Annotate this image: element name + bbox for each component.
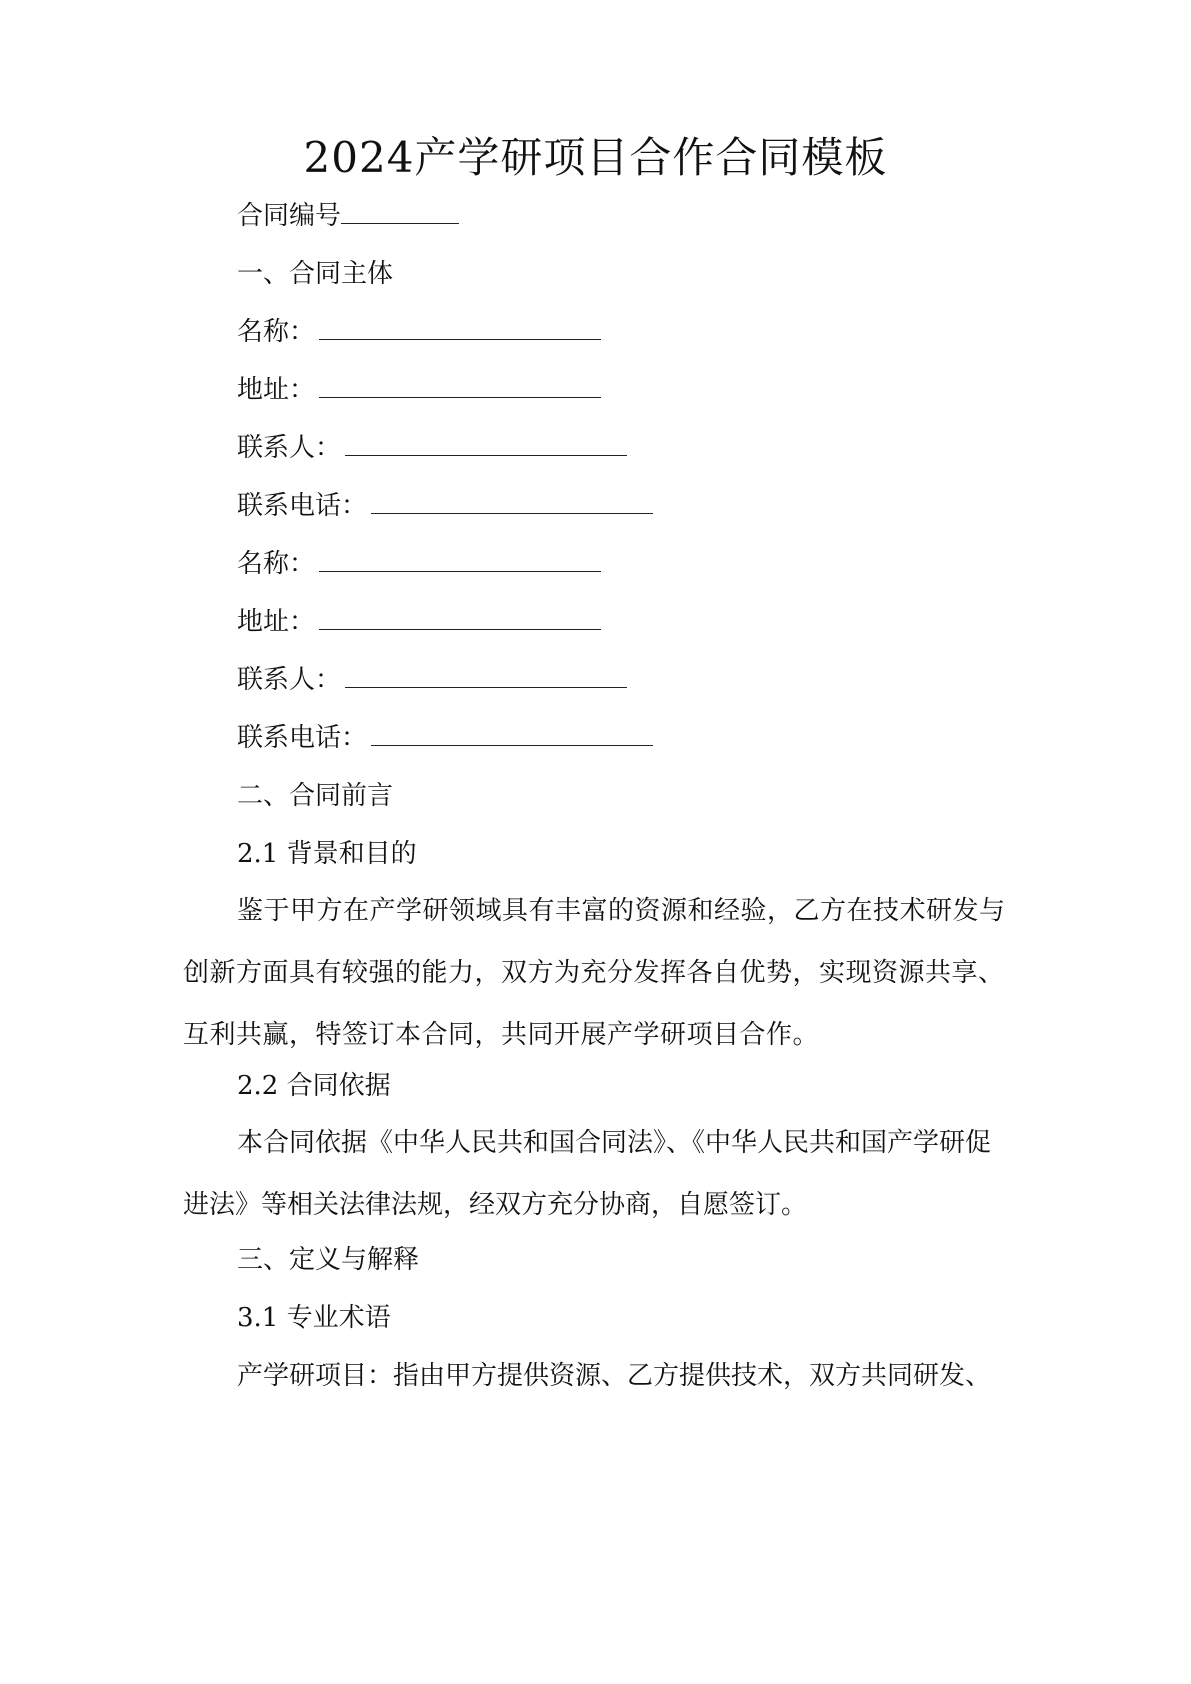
section-1-heading: 一、合同主体 bbox=[237, 259, 394, 289]
section-2-2-text: 本合同依据《中华人民共和国合同法》、《中华人民共和国产学研促进法》等相关法律法规，经双方充分协商，自愿签订。 bbox=[183, 1128, 992, 1220]
party-b-name-blank bbox=[319, 547, 601, 572]
document-title: 2024产学研项目合作合同模板 bbox=[303, 133, 888, 182]
contract-number-blank bbox=[341, 199, 459, 224]
section-3-1-heading: 3.1 专业术语 bbox=[237, 1303, 391, 1333]
section-3-heading: 三、定义与解释 bbox=[237, 1245, 420, 1275]
party-a-phone-blank bbox=[371, 489, 653, 514]
party-a-phone-line bbox=[237, 488, 653, 524]
party-b-phone-line bbox=[237, 720, 653, 756]
party-b-address-label: 地址： bbox=[237, 607, 316, 637]
section-2-2-paragraph bbox=[183, 1112, 1011, 1236]
contract-number-label: 合同编号 bbox=[237, 201, 342, 231]
party-a-address-blank bbox=[319, 373, 601, 398]
section-2-1-heading: 2.1 背景和目的 bbox=[237, 839, 417, 869]
party-b-address-line bbox=[237, 604, 601, 640]
party-a-contact-line bbox=[237, 430, 627, 466]
party-a-contact-blank bbox=[345, 431, 627, 456]
party-b-phone-blank bbox=[371, 721, 653, 746]
party-b-contact-label: 联系人： bbox=[237, 665, 342, 695]
party-a-phone-label: 联系电话： bbox=[237, 491, 368, 521]
party-b-contact-blank bbox=[345, 663, 627, 688]
contract-number-line bbox=[237, 198, 459, 234]
party-a-contact-label: 联系人： bbox=[237, 433, 342, 463]
party-b-address-blank bbox=[319, 605, 601, 630]
party-b-phone-label: 联系电话： bbox=[237, 723, 368, 753]
party-a-address-label: 地址： bbox=[237, 375, 316, 405]
party-a-name-blank bbox=[319, 315, 601, 340]
section-3-1-text: 产学研项目：指由甲方提供资源、乙方提供技术，双方共同研发、 bbox=[237, 1361, 992, 1391]
section-2-1-text: 鉴于甲方在产学研领域具有丰富的资源和经验，乙方在技术研发与创新方面具有较强的能力，双方为充分发挥各自优势，实现资源共享、互利共赢，特签订本合同，共同开展产学研项目合作。 bbox=[183, 896, 1006, 1050]
party-a-name-line bbox=[237, 314, 601, 350]
section-2-2-heading: 2.2 合同依据 bbox=[237, 1071, 391, 1101]
party-b-name-label: 名称： bbox=[237, 549, 316, 579]
party-a-name-label: 名称： bbox=[237, 317, 316, 347]
section-2-heading: 二、合同前言 bbox=[237, 781, 394, 811]
party-b-contact-line bbox=[237, 662, 627, 698]
party-a-address-line bbox=[237, 372, 601, 408]
section-2-1-paragraph bbox=[183, 880, 1011, 1066]
party-b-name-line bbox=[237, 546, 601, 582]
